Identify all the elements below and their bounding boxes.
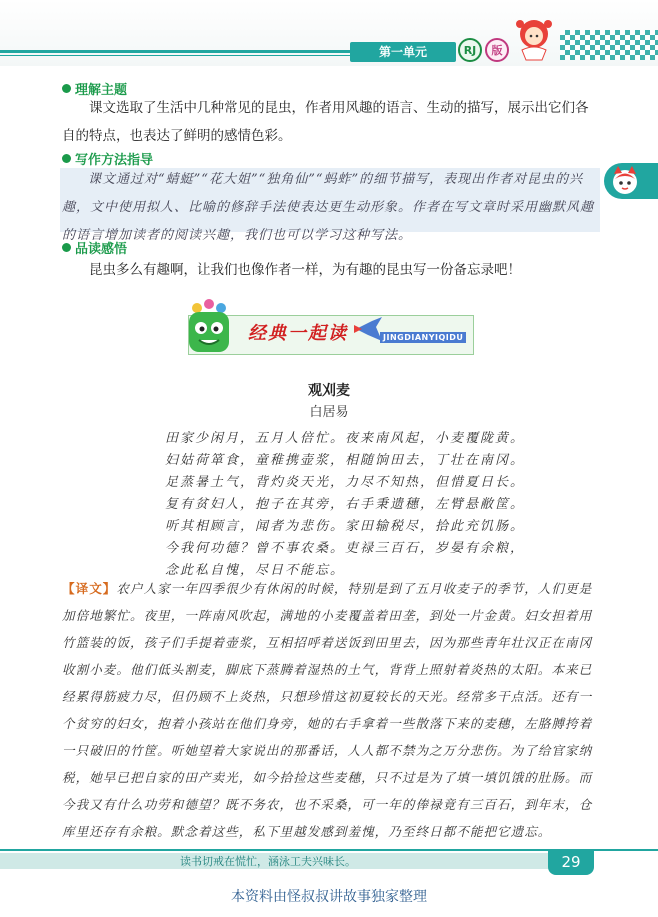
unit-label: 第一单元	[350, 42, 456, 62]
poem-line: 复有贫妇人，抱子在其旁，右手秉遗穗，左臂悬敝筐。	[165, 497, 526, 512]
poem-line: 今我何功德？曾不事农桑。吏禄三百石，岁晏有余粮，	[165, 541, 526, 556]
translation-paragraph	[62, 575, 600, 845]
credit-line: 本资料由怪叔叔讲故事独家整理	[231, 889, 427, 905]
section-title-method: 写作方法指导	[62, 149, 153, 168]
cartoon-girl-icon	[508, 14, 560, 62]
method-paragraph: 课文通过对“蜻蜓”“花大姐”“独角仙”“蚂蚱”的细节描写，表现出作者对昆虫的兴趣，文中使用拟人、比喻的修辞手法使表达更生动形象。作者在写文章时采用幽默风趣的语言增加读者的阅读兴趣，我们也可以学习这种写法。	[62, 172, 595, 243]
poem-line: 听其相顾言，闻者为悲伤。家田输税尽，拾此充饥肠。	[165, 519, 526, 534]
poem-line: 田家少闲月，五月人倍忙。夜来南风起，小麦覆陇黄。	[165, 431, 526, 446]
translation-tag: 【译文】	[62, 581, 117, 596]
poem-line: 念此私自愧，尽日不能忘。	[165, 563, 346, 578]
bullet-icon	[62, 84, 71, 93]
banner-title: 经典一起读	[248, 323, 348, 344]
poem-author: 白居易	[309, 405, 349, 420]
fox-mascot-icon	[608, 164, 642, 198]
translation-body: 农户人家一年四季很少有休闲的时候，特别是到了五月收麦子的季节，人们更是加倍地繁忙。夜里，一阵南风吹起，满地的小麦覆盖着田垄，到处一片金黄。妇女担着用竹篮装的饭，孩子们手提着壶浆，互相招呼着送饭到田里去，因为那些青年壮汉正在南冈收割小麦。他们低头割麦，脚底下蒸腾着湿热的土气，背背上照射着炎热的太阳。本来已经累得筋疲力尽，但仍顾不上炎热，只想珍惜这初夏较长的天光。经常多干点活。还有一个贫穷的妇女，抱着小孩站在他们身旁，她的右手拿着一些散落下来的麦穗，左胳膊挎着一只破旧的竹筐。听她望着大家说出的那番话，人人都不禁为之万分悲伤。为了给官家纳税，她早已把自家的田产卖光，如今拾捡这些麦穗，只不过是为了填一填饥饿的肚肠。而今我又有什么功劳和德望？既不务农，也不采桑，可一年的俸禄竟有三百石，到年末，仓库里还存有余粮。默念着这些，私下里越发感到羞愧，乃至终日都不能把它遗忘。	[62, 581, 593, 839]
feeling-paragraph: 昆虫多么有趣啊，让我们也像作者一样，为有趣的昆虫写一份备忘录吧！	[89, 262, 521, 278]
footer-motto: 读书切戒在慌忙，涵泳工夫兴味长。	[180, 855, 356, 868]
banner-pinyin: JINGDIANYIQIDU	[380, 332, 466, 343]
edition-badge-rj: RJ	[458, 38, 482, 62]
section-title-theme: 理解主题	[62, 79, 127, 98]
theme-paragraph: 课文选取了生活中几种常见的昆虫，作者用风趣的语言、生动的描写，展示出它们各自的特点，也表达了鲜明的感情色彩。	[62, 100, 589, 144]
header-checker-pattern	[560, 30, 658, 60]
bullet-icon	[62, 154, 71, 163]
green-monster-icon	[183, 298, 235, 358]
poem-line: 足蒸暑土气，背灼炎天光，力尽不知热，但惜夏日长。	[165, 475, 526, 490]
section-title-feeling: 品读感悟	[62, 238, 127, 257]
poem-line: 妇姑荷箪食，童稚携壶浆，相随饷田去，丁壮在南冈。	[165, 453, 526, 468]
page-number: 29	[548, 849, 594, 875]
poem-title: 观刈麦	[308, 383, 350, 399]
edition-badge-ban: 版	[485, 38, 509, 62]
bullet-icon	[62, 243, 71, 252]
